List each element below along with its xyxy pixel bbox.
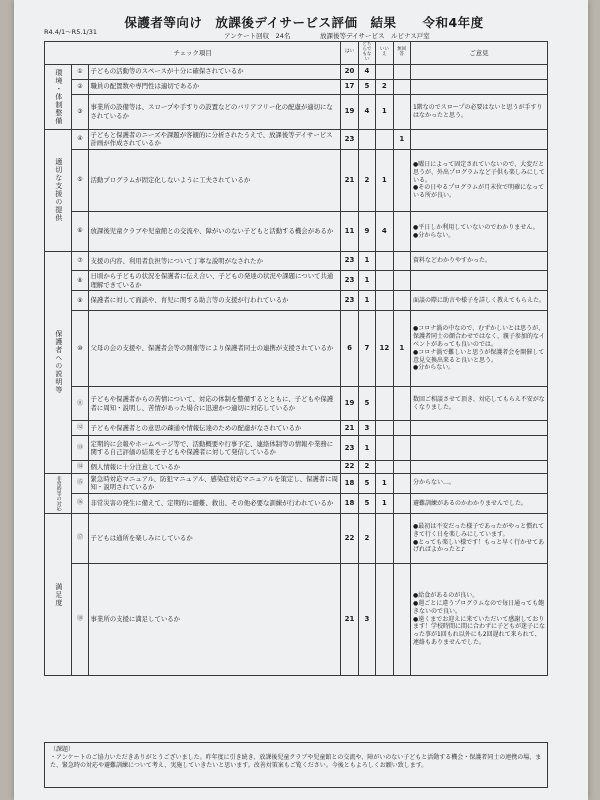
facility-name: 放課後等デイサービス ルピナス戸室 (320, 32, 430, 40)
count-yes: 21 (341, 150, 358, 212)
count-neither: 4 (358, 94, 375, 129)
table-row (45, 514, 548, 564)
count-no: 4 (376, 212, 393, 252)
item-number-cell (72, 387, 88, 421)
item-number: ⑫ (76, 424, 83, 432)
item-number-cell (72, 291, 88, 311)
comment-text: ●平日しか利用していないのでわかりません。 ●分からない。 (410, 212, 547, 252)
count-neither: 1 (358, 271, 375, 291)
count-unknown: 1 (393, 129, 410, 149)
count-no (376, 252, 393, 271)
item-number-cell (72, 311, 88, 387)
comment-text: ●曜日によって固定されていないので、大変だと思うが、外出プログラムなど子供も楽しみにしている。 ●その日やるプログラムが月末位で明確になっている所が良い。 (410, 150, 547, 212)
item-number-cell (72, 564, 88, 676)
comment-text (410, 64, 547, 79)
table-row (45, 252, 548, 271)
count-unknown (393, 212, 410, 252)
count-unknown (393, 461, 410, 473)
item-number-cell (72, 129, 88, 149)
count-neither: 5 (358, 79, 375, 94)
comment-text: 分からない…。 (410, 473, 547, 493)
header-neither: どちらでもない (358, 42, 375, 65)
item-number: ⑬ (76, 444, 83, 452)
count-yes: 21 (341, 564, 358, 676)
comment-text: ●給食があるのが良い。 ●週ごとに違うプログラムなので毎日通っても飽きないので良い。 ●遠くまでお迎えに来ていただいて感謝しております！学校時間に間に合わずに子どもが迷子になった事が1回もれ以外にも2回遅れて来られて、連絡もありませんでした。 (410, 564, 547, 676)
count-neither: 4 (358, 64, 375, 79)
count-neither: 5 (358, 387, 375, 421)
issues-label: （課題） (50, 746, 75, 753)
question-text: 定期的に会報やホームページ等で、活動概要や行事予定、連絡体制等の情報や業務に関する自己評価の結果を子どもや保護者に対して発信しているか (88, 436, 341, 461)
count-yes: 17 (341, 79, 358, 94)
item-number-cell (72, 436, 88, 461)
item-number: ③ (77, 107, 83, 115)
count-unknown (393, 64, 410, 79)
count-unknown (393, 94, 410, 129)
count-yes: 6 (341, 311, 358, 387)
comment-text (410, 421, 547, 436)
comment-text: ●コロナ渦の中なので、むずかしいとは思うが、保護者同士の顔合わせではなく、親子参加的なイベントがあっても良いのでは。 ●コロナ渦で難しいと思うが保護者会を開催して意見交換出来ると良いと思う。 ●分からない。 (410, 311, 547, 387)
count-no (376, 271, 393, 291)
comment-text: 面談の際に助言や様子を詳しく教えてもらえた。 (410, 291, 547, 311)
comment-text: 1階なのでスロープの必要はないと思うが手すりはなかったと思う。 (410, 94, 547, 129)
issues-text: ・アンケートのご協力いただきありがとうございました。昨年度に引き続き、放課後児童クラブや児童館との交流や、障がいのない子どもと活動する機会・保護者同士の連携の場、また、緊急時の対応や避難訓練について考え、実施していきたいと思います。改善対策案もご覧ください。今後ともよろしくお願い致します。 (50, 754, 542, 770)
item-number: ⑤ (77, 176, 83, 184)
question-text: 個人情報に十分注意しているか (88, 461, 341, 473)
count-yes: 19 (341, 387, 358, 421)
count-neither: 1 (358, 252, 375, 271)
count-neither: 3 (358, 421, 375, 436)
count-unknown (393, 150, 410, 212)
survey-sheet (14, 0, 588, 800)
table-row (45, 421, 548, 436)
table-row (45, 461, 548, 473)
question-text: 子どもは通所を楽しみにしているか (88, 514, 341, 564)
item-number: ④ (77, 135, 83, 143)
question-text: 緊急時対応マニュアル、防犯マニュアル、感染症対応マニュアルを策定し、保護者に周知・説明されているか (88, 473, 341, 493)
comment-text: ●最初は不安だった様子であったがやっと慣れてきて行く日を楽しみにしています。 ●とっても楽しい様です！もっと早く行かせてあげればよかったと♪ (410, 514, 547, 564)
item-number-cell (72, 64, 88, 79)
count-unknown (393, 79, 410, 94)
item-number: ⑯ (76, 499, 83, 507)
item-number-cell (72, 212, 88, 252)
question-text: 非常災害の発生に備えて、定期的に避難、救出、その他必要な訓練が行われているか (88, 494, 341, 514)
issues-box (44, 742, 548, 788)
count-no (376, 129, 393, 149)
item-number-cell (72, 514, 88, 564)
table-row (45, 94, 548, 129)
count-yes: 22 (341, 461, 358, 473)
question-text: 支援の内容、利用者負担等について丁寧な説明がなされたか (88, 252, 341, 271)
item-number: ⑭ (76, 462, 83, 470)
table-row (45, 494, 548, 514)
comment-text (410, 271, 547, 291)
item-number: ② (77, 82, 83, 90)
item-number: ⑮ (76, 479, 83, 487)
category-satisfaction: 満足度 (45, 514, 72, 676)
item-number-cell (72, 461, 88, 473)
category-support: 適切な支援の提供 (45, 129, 72, 251)
item-number-cell (72, 252, 88, 271)
header-check: チェック項目 (45, 42, 341, 65)
category-emergency: 非常時等の対応 (45, 473, 72, 513)
item-number-cell (72, 494, 88, 514)
count-no: 1 (376, 473, 393, 493)
comment-text (410, 129, 547, 149)
comment-text (410, 461, 547, 473)
comment-text: 避難訓練があるのかわかりませんでした。 (410, 494, 547, 514)
item-number: ① (77, 67, 83, 75)
count-no (376, 461, 393, 473)
count-unknown (393, 436, 410, 461)
count-no: 1 (376, 150, 393, 212)
question-text: 子どもや保護者との意思の疎通や情報伝達のための配慮がなされているか (88, 421, 341, 436)
item-number-cell (72, 150, 88, 212)
count-neither: 2 (358, 514, 375, 564)
count-no (376, 564, 393, 676)
header-comments: ご意見 (410, 42, 547, 65)
count-no (376, 387, 393, 421)
question-text: 日頃から子どもの状況を保護者に伝え合い、子どもの発達の状況や課題について共通理解できているか (88, 271, 341, 291)
item-number-cell (72, 473, 88, 493)
count-neither: 7 (358, 311, 375, 387)
count-no (376, 64, 393, 79)
count-neither: 3 (358, 564, 375, 676)
item-number: ⑨ (77, 296, 83, 304)
table-row (45, 387, 548, 421)
table-row (45, 79, 548, 94)
count-no (376, 436, 393, 461)
table-row (45, 473, 548, 493)
count-yes: 11 (341, 212, 358, 252)
header-no: いいえ (376, 42, 393, 65)
item-number-cell (72, 79, 88, 94)
question-text: 職員の配置数や専門性は適切であるか (88, 79, 341, 94)
count-yes: 18 (341, 494, 358, 514)
count-unknown (393, 564, 410, 676)
count-no: 1 (376, 494, 393, 514)
count-unknown: 1 (393, 311, 410, 387)
count-unknown (393, 291, 410, 311)
count-unknown (393, 421, 410, 436)
count-neither: 9 (358, 212, 375, 252)
count-no (376, 421, 393, 436)
count-yes: 23 (341, 436, 358, 461)
question-text: 父母の会の支援や、保護者会等の開催等により保護者同士の連携が支援されているか (88, 311, 341, 387)
comment-text: 数回ご相談させて頂き、対応してもらえ不安がなくなりました。 (410, 387, 547, 421)
item-number: ⑰ (76, 534, 83, 542)
comment-text (410, 79, 547, 94)
count-unknown (393, 514, 410, 564)
item-number-cell (72, 271, 88, 291)
count-unknown (393, 271, 410, 291)
item-number: ⑥ (77, 227, 83, 235)
count-unknown (393, 473, 410, 493)
item-number-cell (72, 94, 88, 129)
count-no: 2 (376, 79, 393, 94)
comment-text (410, 436, 547, 461)
item-number: ⑩ (77, 344, 83, 352)
item-number: ⑪ (76, 399, 83, 407)
count-yes: 19 (341, 94, 358, 129)
count-no (376, 514, 393, 564)
header-unknown: 無回答 (393, 42, 410, 65)
question-text: 事業所の支援に満足しているか (88, 564, 341, 676)
question-text: 子どもの活動等のスペースが十分に確保されているか (88, 64, 341, 79)
count-unknown (393, 494, 410, 514)
question-text: 子どもと保護者のニーズや課題が客観的に分析されたうえで、放課後等デイサービス計画が作成されているか (88, 129, 341, 149)
table-row (45, 271, 548, 291)
table-row (45, 64, 548, 79)
response-count: アンケート回収 24名 (224, 32, 291, 40)
page-title: 保護者等向け 放課後デイサービス評価 結果 令和4年度 (124, 15, 484, 30)
count-yes: 18 (341, 473, 358, 493)
header-yes: はい (341, 42, 358, 65)
count-neither: 1 (358, 291, 375, 311)
question-text: 保護者に対して面談や、育児に関する助言等の支援が行われているか (88, 291, 341, 311)
count-no (376, 291, 393, 311)
count-yes: 23 (341, 252, 358, 271)
count-no: 12 (376, 311, 393, 387)
item-number-cell (72, 421, 88, 436)
question-text: 事業所の設備等は、スロープや手すりの設置などのバリアフリー化の配慮が適切になされているか (88, 94, 341, 129)
count-unknown (393, 252, 410, 271)
table-row (45, 212, 548, 252)
count-no: 1 (376, 94, 393, 129)
count-neither: 2 (358, 150, 375, 212)
count-neither: 5 (358, 494, 375, 514)
table-row (45, 129, 548, 149)
question-text: 活動プログラムが固定化しないように工夫されているか (88, 150, 341, 212)
count-yes: 21 (341, 421, 358, 436)
category-explain: 保護者への説明等 (45, 252, 72, 474)
survey-period: R4.4/1〜R5.1/31 (44, 28, 97, 36)
count-neither: 1 (358, 436, 375, 461)
count-unknown (393, 387, 410, 421)
table-header-row (45, 42, 548, 65)
table-row (45, 311, 548, 387)
table-row (45, 291, 548, 311)
item-number: ⑦ (77, 256, 83, 264)
question-text: 子どもや保護者からの苦情について、対応の体制を整備するとともに、子どもや保護者に周知・説明し、苦情があった場合に迅速かつ適切に対応しているか (88, 387, 341, 421)
table-row (45, 150, 548, 212)
count-yes: 22 (341, 514, 358, 564)
count-yes: 23 (341, 271, 358, 291)
category-env: 環境・体制整備 (45, 64, 72, 129)
table-row (45, 564, 548, 676)
question-text: 放課後児童クラブや児童館との交流や、障がいのない子どもと活動する機会があるか (88, 212, 341, 252)
count-neither: 2 (358, 461, 375, 473)
count-neither (358, 129, 375, 149)
count-neither: 5 (358, 473, 375, 493)
comment-text: 資料などわかりやすかった。 (410, 252, 547, 271)
item-number: ⑧ (77, 276, 83, 284)
count-yes: 23 (341, 291, 358, 311)
evaluation-table (44, 41, 548, 676)
count-yes: 23 (341, 129, 358, 149)
item-number: ⑱ (76, 615, 83, 623)
table-row (45, 436, 548, 461)
count-yes: 20 (341, 64, 358, 79)
